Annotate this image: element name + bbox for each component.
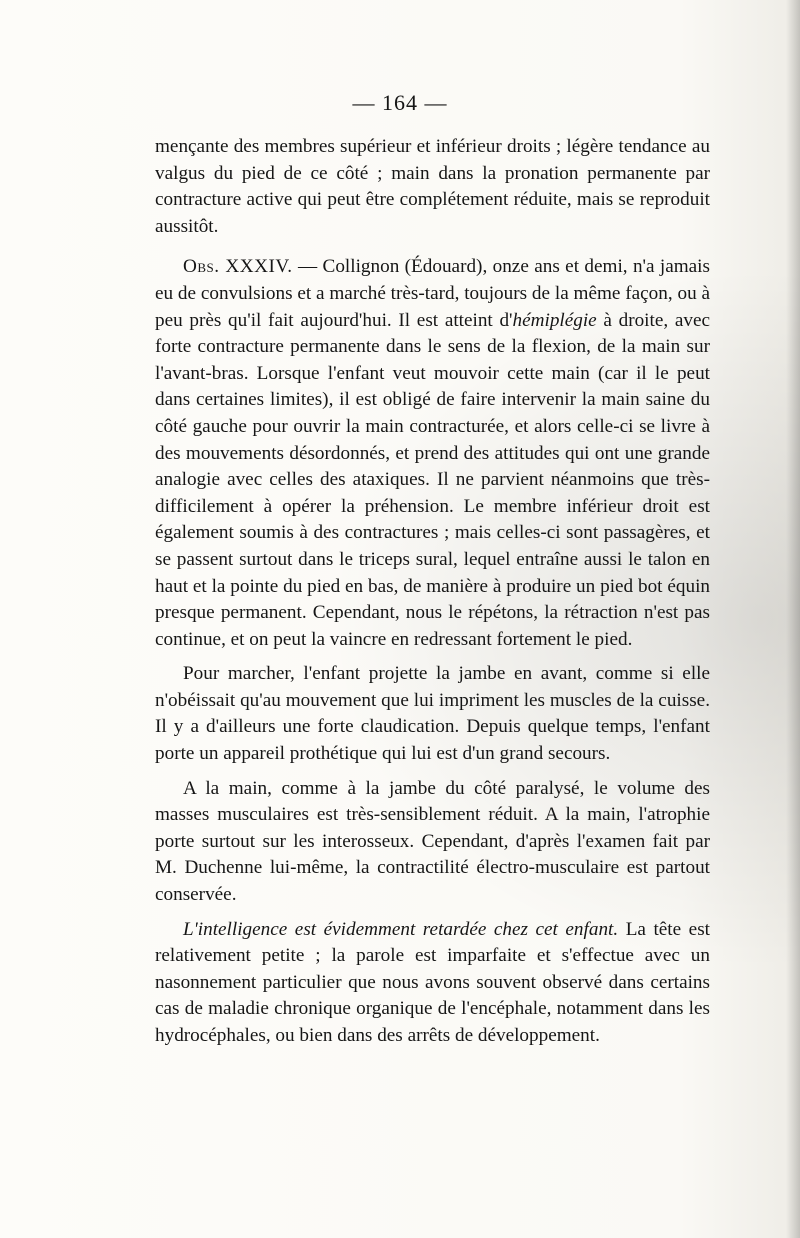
body-text bbox=[155, 134, 710, 1050]
paragraph-2-text-a: — Collignon (Édouard), onze ans et demi, n'a jamais eu de convulsions et a marché très-tard, toujours de la même façon, ou à peu près qu'il fait aujourd'hui. Il est atteint d' bbox=[155, 256, 710, 331]
paragraph-2-text-b: à droite, avec forte contracture permanente dans le sens de la flexion, de la main sur l'avant-bras. Lorsque l'enfant veut mouvoir cette main (car il le peut dans certaines limites), il est obligé de faire intervenir la main saine du côté gauche pour ouvrir la main contracturée, et alors celle-ci se livre à des mouvements désordonnés, et prend des attitudes qui ont une grande analogie avec celles des ataxiques. Il ne parvient néanmoins que très-difficilement à opérer la préhension. Le membre inférieur droit est également soumis à des contractures ; mais celles-ci sont passagères, et se passent surtout dans le triceps sural, lequel entraîne aussi le talon en haut et la pointe du pied en bas, de manière à produire un pied bot équin presque permanent. Cependant, nous le répétons, la rétraction n'est pas continue, et on peut la vaincre en redressant fortement le pied. bbox=[155, 309, 710, 650]
page-number: — 164 — bbox=[352, 90, 448, 115]
paragraph-3: Pour marcher, l'enfant projette la jambe en avant, comme si elle n'obéissait qu'au mouvement que lui impriment les muscles de la cuisse. Il y a d'ailleurs une forte claudication. Depuis quelque temps, l'enfant porte un appareil prothétique qui lui est d'un grand secours. bbox=[155, 663, 710, 765]
paragraph-5-italic: L'intelligence est évidemment retardée chez cet enfant. bbox=[183, 918, 619, 940]
observation-label: Obs. XXXIV. bbox=[183, 256, 293, 278]
paragraph-1: mençante des membres supérieur et inférieur droits ; légère tendance au valgus du pied de ce côté ; main dans la pronation permanente par contracture active qui peut être complétement réduite, mais se reproduit aussitôt. bbox=[155, 136, 710, 237]
page-edge-shadow bbox=[786, 0, 800, 1238]
paragraph-5 bbox=[155, 917, 710, 1050]
paragraph-2 bbox=[155, 254, 710, 653]
paragraph-5-text: La tête est relativement petite ; la parole est imparfaite et s'effectue avec un nasonnement particulier que nous avons souvent observé dans certains cas de maladie chronique organique de l'encéphale, notamment dans les hydrocéphales, ou bien dans des arrêts de développement. bbox=[155, 918, 710, 1046]
paragraph-2-italic: hémiplégie bbox=[512, 309, 597, 331]
paragraph-4: A la main, comme à la jambe du côté paralysé, le volume des masses musculaires est très-sensiblement réduit. A la main, l'atrophie porte surtout sur les interosseux. Cependant, d'après l'examen fait par M. Duchenne lui-même, la contractilité électro-musculaire est partout conservée. bbox=[155, 777, 710, 906]
